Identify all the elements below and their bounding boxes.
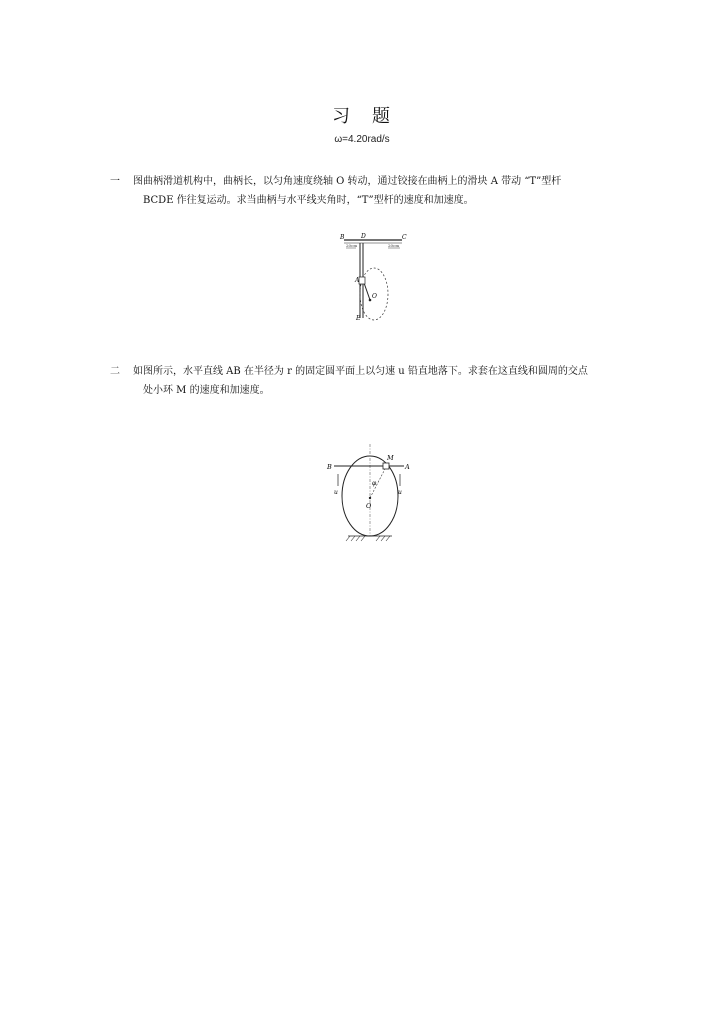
figure-2-label-m: M	[387, 454, 394, 462]
page-subtitle: ω=4.20rad/s	[334, 134, 390, 145]
problem-1-line-1: 图曲柄滑道机构中，曲柄长，以匀角速度绕轴 O 转动，通过铰接在曲柄上的滑块 A 带动 “T”型杆	[133, 176, 562, 187]
figure-2-label-o: O	[366, 502, 372, 510]
problem-2-line-1: 如图所示，水平直线 AB 在半径为 r 的固定圆平面上以匀速 u 铅直地落下。求套在这直线和圆周的交点	[133, 366, 588, 377]
problem-1-line-2: BCDE 作往复运动。求当曲柄与水平线夹角时，“T”型杆的速度和加速度。	[143, 195, 474, 206]
problem-1-text	[133, 172, 623, 210]
figure-1-label-c: C	[402, 234, 407, 241]
figure-2-ring-circle	[322, 440, 412, 546]
problem-2-text	[133, 362, 623, 400]
figure-2-label-phi: φ	[372, 480, 377, 487]
figure-1-label-d: D	[361, 233, 366, 240]
figure-1-dim-right: 20cm	[388, 243, 400, 248]
ring-m	[383, 463, 389, 469]
figure-1-label-b: B	[340, 234, 345, 241]
slider-block	[359, 277, 365, 284]
figure-1-label-e: E	[356, 315, 361, 322]
figure-2-label-b: B	[327, 463, 332, 471]
page-title: 习 题	[332, 106, 392, 127]
figure-2-label-a: A	[405, 463, 410, 471]
figure-1-dim-left: 20cm	[346, 243, 358, 248]
problem-1-number: 一	[110, 176, 120, 187]
ground-hatch	[346, 536, 390, 541]
problem-2-line-2: 处小环 M 的速度和加速度。	[143, 385, 270, 396]
figure-2-label-u-left: u	[334, 489, 338, 496]
center-o	[369, 497, 371, 499]
figure-1-crank-slider	[336, 228, 412, 328]
figure-1-label-o: O	[372, 293, 377, 300]
figure-1-label-a: A	[355, 277, 360, 284]
pivot-o	[369, 299, 372, 302]
figure-2-label-u-right: u	[398, 489, 402, 496]
problem-2-number: 二	[110, 366, 120, 377]
